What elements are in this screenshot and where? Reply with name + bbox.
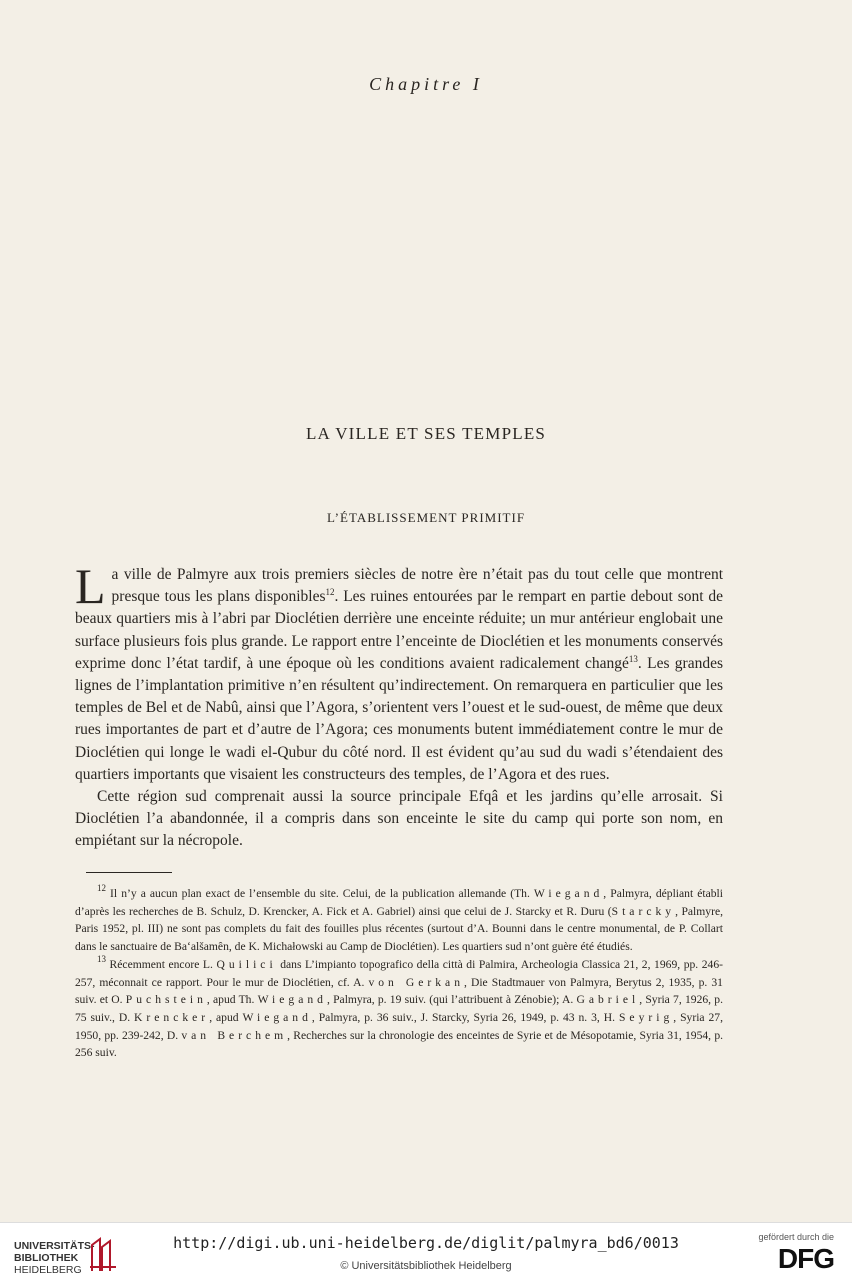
author-name: Seyrig <box>618 1010 674 1024</box>
footnote-text: , apud <box>209 1010 243 1024</box>
footnote-13 <box>75 953 724 1062</box>
body-text <box>75 558 724 853</box>
footnotes <box>75 885 723 1062</box>
author-name: Wiegand <box>533 887 604 900</box>
logo-line-3: HEIDELBERG <box>14 1264 82 1276</box>
footnote-ref-13: 13 <box>628 653 638 664</box>
author-name: Puchstein <box>125 993 207 1007</box>
author-name: Starcky <box>611 904 676 918</box>
funded-by-label: gefördert durch die <box>758 1232 834 1242</box>
footnote-number: 12 <box>97 883 106 893</box>
footnote-text: , Syria 27, 1950, pp. 239-242, D. <box>75 1010 723 1042</box>
footnote-text: , apud Th. <box>206 993 258 1007</box>
author-name: Quilici <box>216 957 277 971</box>
section-title: LA VILLE ET SES TEMPLES <box>305 424 547 443</box>
paragraph-1-text-a: a ville de Palmyre aux trois premiers siècles de notre ère n’était pas du tout celle que montrent presque tous les plans disponibles <box>111 566 723 606</box>
footnote-text: , Recherches sur la chronologie des enceintes de Syrie et de Mésopotamie, Syria 31, 1954, p. 256 suiv. <box>75 1028 724 1060</box>
drop-cap: L <box>75 558 106 614</box>
paragraph-1 <box>75 558 724 786</box>
author-name: van Berchem <box>181 1028 288 1042</box>
author-name: Wiegand <box>257 993 327 1007</box>
footnote-ref-12: 12 <box>325 587 335 598</box>
footnote-text: , Die Stadtmauer von Palmyra, Berytus 2, 1935, p. 31 suiv. et O. <box>75 975 723 1007</box>
logo-line-2: BIBLIOTHEK <box>14 1252 79 1264</box>
author-name: von Gerkan <box>368 975 464 989</box>
footnote-text: , Palmyra, p. 36 suiv., J. Starcky, Syria 26, 1949, p. 43 n. 3, H. <box>311 1010 619 1024</box>
author-name: Gabriel <box>576 993 640 1007</box>
footnote-rule <box>86 872 172 873</box>
footnote-text: Récemment encore L. <box>106 957 217 971</box>
section-subtitle: L’ÉTABLISSEMENT PRIMITIF <box>326 510 526 525</box>
copyright-notice: © Universitätsbibliothek Heidelberg <box>340 1260 512 1272</box>
author-name: Wiegand <box>242 1010 312 1024</box>
paragraph-1-text-c: . Les grandes lignes de l’implantation primitive n’en résultent qu’indirectement. On remarquera en particulier que les temples de Bel et de Nabû, ainsi que l’Agora, s’orientent vers l’ouest et le sud-ouest, de même que deux rues importantes de part et d’autre de l’Agora; ces monuments butent immédiatement contre le mur de Dioclétien qui longe le wadi el-Qubur du côté nord. Il est évident qu’au sud du wadi s’étendaient des quartiers importants que visaient les constructeurs des temples, de l’Agora et des rues. <box>75 654 724 783</box>
footnote-text: , Palmyra, dépliant établi d’après les recherches de B. Schulz, D. Krencker, A. Fick et A. Gabriel) ainsi que celui de J. Starcky et R. Duru ( <box>75 887 723 918</box>
permalink-url[interactable]: http://digi.ub.uni-heidelberg.de/diglit/palmyra_bd6/0013 <box>173 1234 679 1252</box>
footnote-text: , Syria 7, 1926, p. 75 suiv., D. <box>75 993 723 1024</box>
paragraph-1-text-b: . Les ruines entourées par le rempart en partie debout sont de beaux quartiers mis à l’abri par Dioclétien derrière une enceinte réduite; un mur antérieur englobait une surface plusieurs fois plus grande. Le rapport entre l’enceinte de Dioclétien et les monuments conservés exprime donc l’état tardif, à une époque où les conditions avaient radicalement changé <box>75 588 723 672</box>
chapter-heading: Chapitre I <box>369 74 483 94</box>
dfg-logo[interactable]: DFG <box>777 1243 834 1274</box>
footnote-12 <box>75 885 723 956</box>
footnote-text: , Palmyra, p. 19 suiv. (qui l’attribuent à Zénobie); A. <box>326 993 577 1007</box>
footnote-text: , Palmyre, Paris 1952, pl. III) ne sont pas complets du fait des fouilles plus récentes (surtout d’A. Bounni dans le centre monumental, de P. Collart dans le sanctuaire de Ba‘alšamên, de K. Michałowski au Camp de Dioclétien). Les quartiers sud n’ont guère été étudiés. <box>75 904 723 954</box>
author-name: Krencker <box>134 1010 210 1024</box>
logo-line-1: UNIVERSITÄTS- <box>14 1240 95 1252</box>
footnote-text: Il n’y a aucun plan exact de l’ensemble du site. Celui, de la publication allemande (Th. <box>106 887 534 900</box>
footnote-text: dans L’impianto topografico della città di Palmira, Archeologia Classica 21, 2, 1969, pp. 246-257, méconnait ce rapport. Pour le mur de Dioclétien, cf. A. <box>75 957 723 989</box>
footnote-number: 13 <box>97 953 106 964</box>
paragraph-2: Cette région sud comprenait aussi la source principale Efqâ et les jardins qu’elle arrosait. Si Dioclétien l’a abandonnée, il a compris dans son enceinte le site du camp qui porte son nom, en empiétant sur la nécropole. <box>75 788 723 850</box>
viewer-footer <box>0 1222 852 1285</box>
